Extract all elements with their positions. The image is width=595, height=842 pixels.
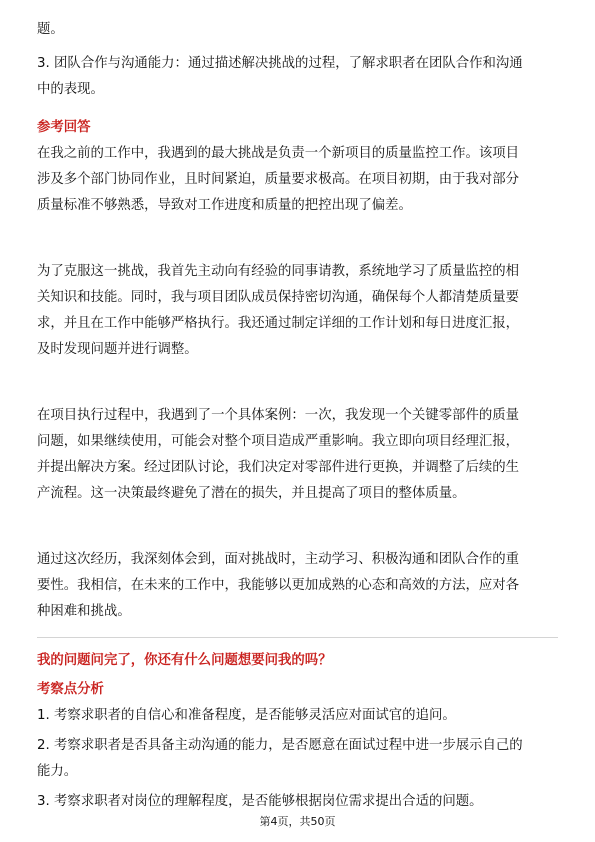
paragraph-line: 求，并且在工作中能够严格执行。我还通过制定详细的工作计划和每日进度汇报，: [37, 316, 520, 331]
paragraph-line: 在我之前的工作中，我遇到的最大挑战是负责一个新项目的质量监控工作。该项目: [37, 146, 520, 161]
paragraph-line: 涉及多个部门协同作业，且时间紧迫，质量要求极高。在项目初期，由于我对部分: [37, 172, 520, 187]
paragraph-line: 质量标准不够熟悉，导致对工作进度和质量的把控出现了偏差。: [37, 198, 412, 213]
answer-heading: 参考回答: [37, 120, 91, 135]
paragraph-line: 在项目执行过程中，我遇到了一个具体案例：一次，我发现一个关键零部件的质量: [37, 408, 520, 423]
prev-item-3-line-2: 中的表现。: [37, 82, 104, 97]
paragraph-line: 通过这次经历，我深刻体会到，面对挑战时，主动学习、积极沟通和团队合作的重: [37, 552, 520, 567]
analysis-item-2-line-1: 2. 考察求职者是否具备主动沟通的能力，是否愿意在面试过程中进一步展示自己的: [37, 738, 523, 753]
paragraph-line: 种困难和挑战。: [37, 604, 131, 619]
paragraph-line: 为了克服这一挑战，我首先主动向有经验的同事请教，系统地学习了质量监控的相: [37, 264, 520, 279]
paragraph-line: 问题，如果继续使用，可能会对整个项目造成严重影响。我立即向项目经理汇报，: [37, 434, 520, 449]
paragraph-line: 产流程。这一决策最终避免了潜在的损失，并且提高了项目的整体质量。: [37, 486, 466, 501]
section-divider: [37, 637, 558, 638]
analysis-item-2-line-2: 能力。: [37, 764, 78, 779]
prev-tail-line: 题。: [37, 22, 64, 37]
paragraph-line: 关知识和技能。同时，我与项目团队成员保持密切沟通，确保每个人都清楚质量要: [37, 290, 520, 305]
paragraph-line: 要性。我相信，在未来的工作中，我能够以更加成熟的心态和高效的方法，应对各: [37, 578, 520, 593]
paragraph-line: 及时发现问题并进行调整。: [37, 342, 198, 357]
analysis-item-1: 1. 考察求职者的自信心和准备程度，是否能够灵活应对面试官的追问。: [37, 708, 456, 723]
page-number: 第4页，共50页: [259, 815, 336, 828]
prev-item-3-line-1: 3. 团队合作与沟通能力：通过描述解决挑战的过程，了解求职者在团队合作和沟通: [37, 56, 523, 71]
analysis-item-3: 3. 考察求职者对岗位的理解程度，是否能够根据岗位需求提出合适的问题。: [37, 794, 483, 809]
paragraph-line: 并提出解决方案。经过团队讨论，我们决定对零部件进行更换，并调整了后续的生: [37, 460, 520, 475]
question-title: 我的问题问完了，你还有什么问题想要问我的吗？: [37, 653, 332, 668]
analysis-heading: 考察点分析: [37, 682, 104, 697]
